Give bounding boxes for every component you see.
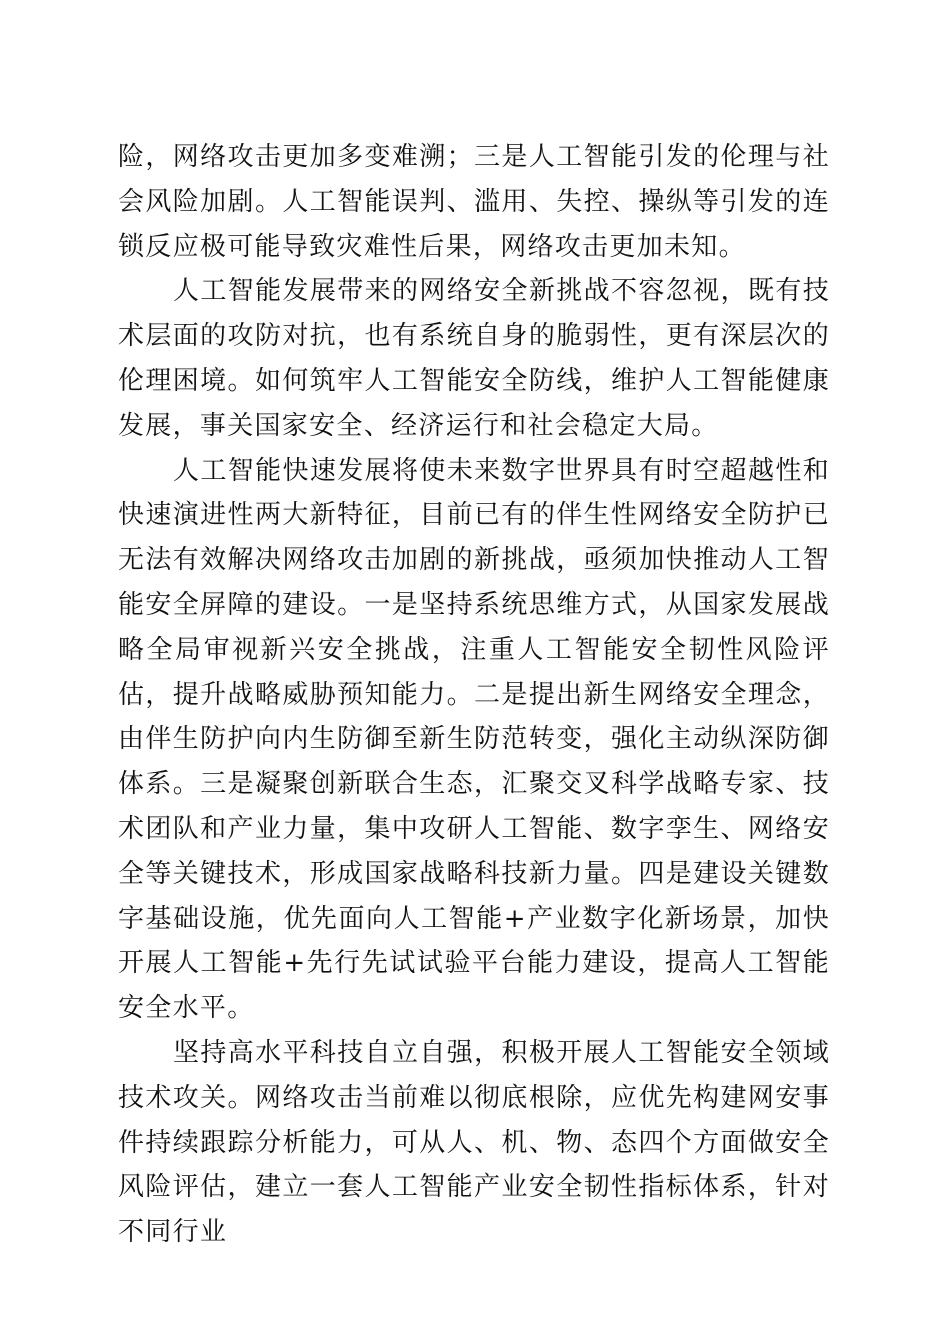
- paragraph-continuation: 险，网络攻击更加多变难溯；三是人工智能引发的伦理与社会风险加剧。人工智能误判、滥用、失控、操纵等引发的连锁反应极可能导致灾难性后果，网络攻击更加未知。: [118, 142, 830, 262]
- body-text: [118, 135, 830, 1255]
- paragraph-technology-self-reliance: 坚持高水平科技自立自强，积极开展人工智能安全领域技术攻关。网络攻击当前难以彻底根除，应优先构建网安事件持续跟踪分析能力，可从人、机、物、态四个方面做安全风险评估，建立一套人工智能产业安全韧性指标体系，针对不同行业: [118, 1037, 830, 1248]
- paragraph-ai-security-challenges: 人工智能发展带来的网络安全新挑战不容忽视，既有技术层面的攻防对抗，也有系统自身的脆弱性，更有深层次的伦理困境。如何筑牢人工智能安全防线，维护人工智能健康发展，事关国家安全、经济运行和社会稳定大局。: [118, 276, 830, 441]
- paragraph-ai-security-barrier: 人工智能快速发展将使未来数字世界具有时空超越性和快速演进性两大新特征，目前已有的伴生性网络安全防护已无法有效解决网络攻击加剧的新挑战，亟须加快推动人工智能安全屏障的建设。一是坚持系统思维方式，从国家发展战略全局审视新兴安全挑战，注重人工智能安全韧性风险评估，提升战略威胁预知能力。二是提出新生网络安全理念，由伴生防护向内生防御至新生防范转变，强化主动纵深防御体系。三是凝聚创新联合生态，汇聚交叉科学战略专家、技术团队和产业力量，集中攻研人工智能、数字孪生、网络安全等关键技术，形成国家战略科技新力量。四是建设关键数字基础设施，优先面向人工智能+产业数字化新场景，加快开展人工智能+先行先试试验平台能力建设，提高人工智能安全水平。: [118, 455, 830, 1024]
